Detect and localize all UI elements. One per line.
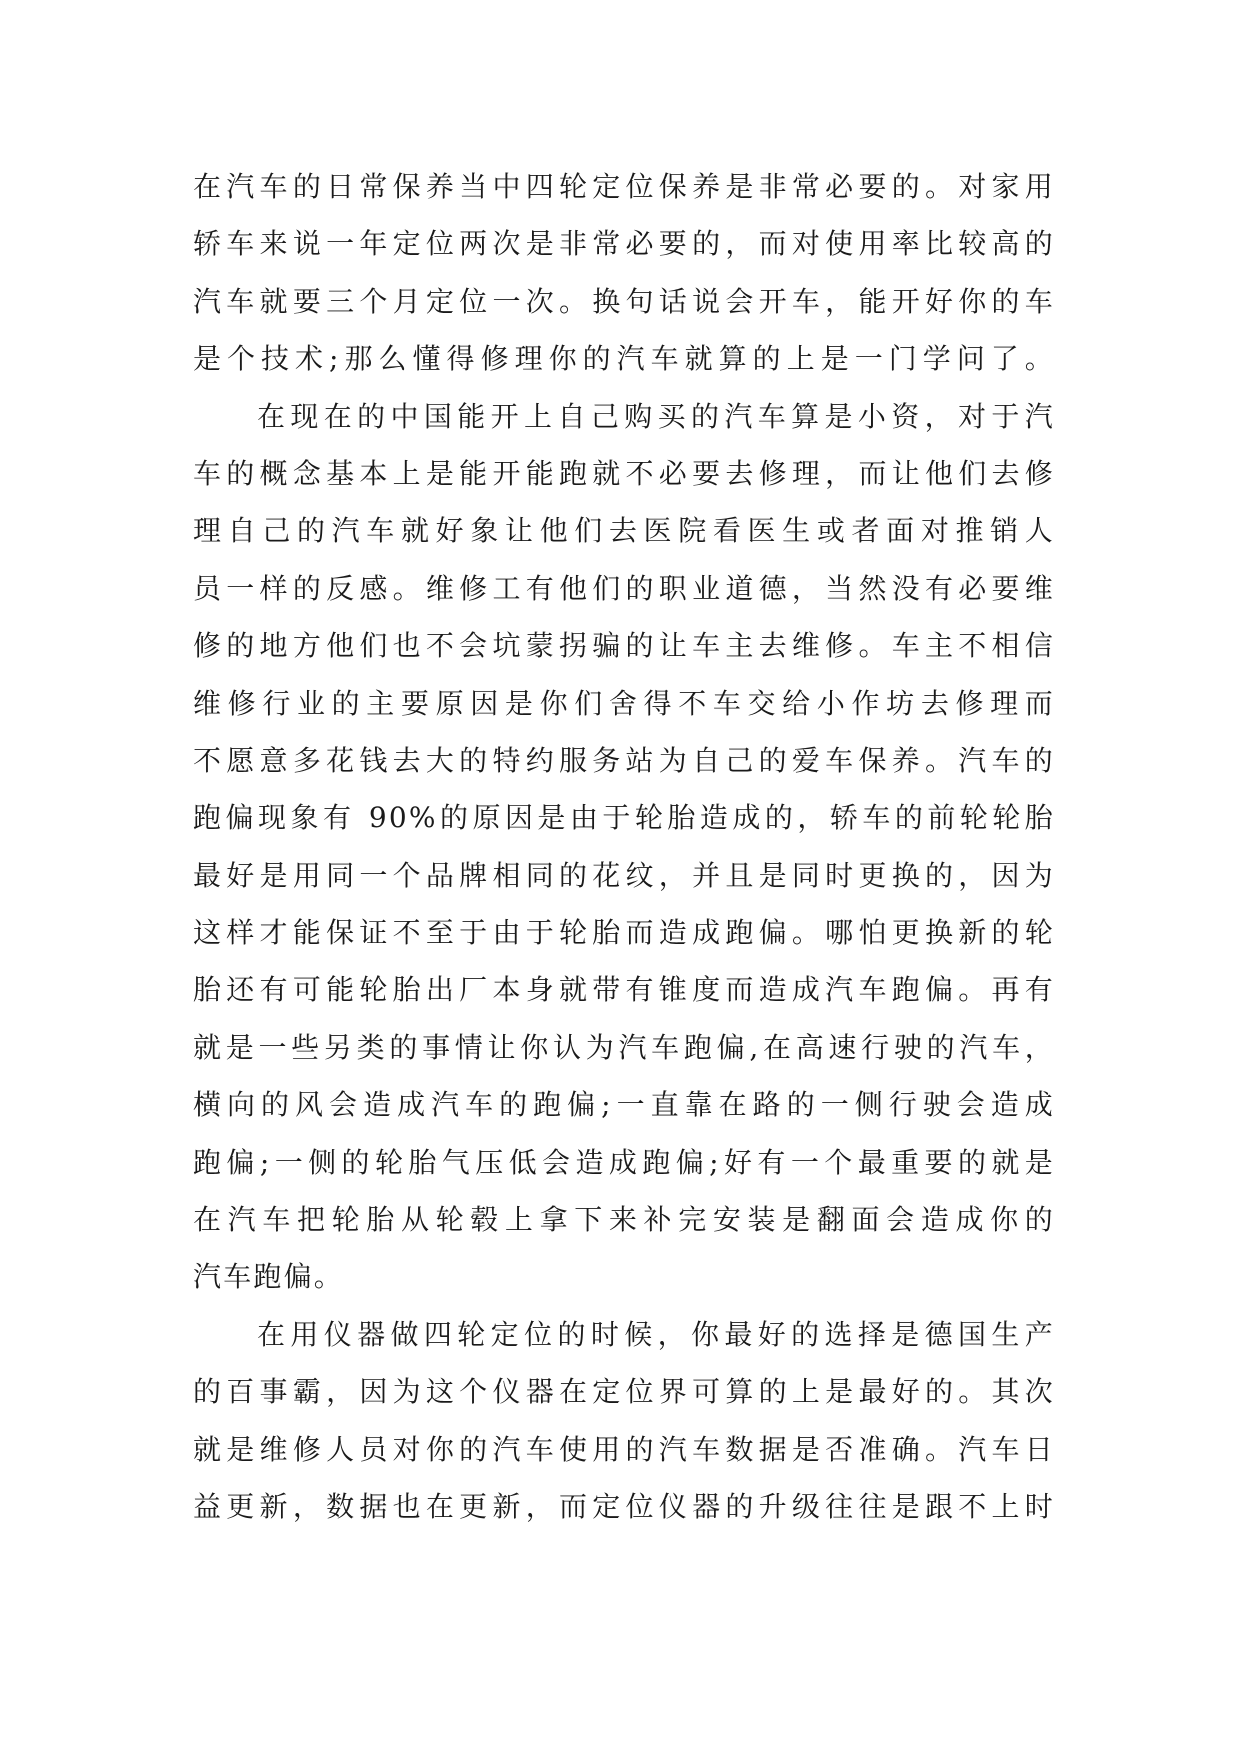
text-line: 益更新，数据也在更新，而定位仪器的升级往往是跟不上时: [193, 1489, 1055, 1523]
text-line: 不愿意多花钱去大的特约服务站为自己的爱车保养。汽车的: [193, 743, 1055, 777]
text-line: 跑偏现象有 90%的原因是由于轮胎造成的，轿车的前轮轮胎: [193, 801, 1055, 835]
text-line: 在用仪器做四轮定位的时候，你最好的选择是德国生产: [257, 1317, 1055, 1351]
text-line: 就是维修人员对你的汽车使用的汽车数据是否准确。汽车日: [193, 1432, 1055, 1466]
text-line: 修的地方他们也不会坑蒙拐骗的让车主去维修。车主不相信: [193, 629, 1055, 663]
text-line: 在汽车的日常保养当中四轮定位保养是非常必要的。对家用: [193, 170, 1055, 203]
text-line: 的百事霸，因为这个仪器在定位界可算的上是最好的。其次: [193, 1375, 1055, 1409]
text-line: 汽车跑偏。: [193, 1260, 345, 1294]
text-line: 汽车就要三个月定位一次。换句话说会开车，能开好你的车: [193, 284, 1055, 318]
text-line: 是个技术;那么懂得修理你的汽车就算的上是一门学问了。: [193, 342, 1055, 376]
text-line: 就是一些另类的事情让你认为汽车跑偏,在高速行驶的汽车，: [193, 1030, 1055, 1064]
text-line: 在汽车把轮胎从轮毂上拿下来补完安装是翻面会造成你的: [193, 1203, 1055, 1237]
text-line: 横向的风会造成汽车的跑偏;一直靠在路的一侧行驶会造成: [193, 1088, 1055, 1122]
paragraph-3: [193, 1306, 1055, 1536]
text-line: 员一样的反感。维修工有他们的职业道德，当然没有必要维: [193, 571, 1055, 605]
text-line: 轿车来说一年定位两次是非常必要的，而对使用率比较高的: [193, 227, 1055, 261]
text-line: 车的概念基本上是能开能跑就不必要去修理，而让他们去修: [193, 456, 1055, 490]
paragraph-1: [193, 158, 1055, 388]
document-body: [193, 158, 1055, 1535]
paragraph-2: [193, 388, 1055, 1306]
text-line: 理自己的汽车就好象让他们去医院看医生或者面对推销人: [193, 514, 1055, 548]
text-line: 胎还有可能轮胎出厂本身就带有锥度而造成汽车跑偏。再有: [193, 973, 1055, 1007]
text-line: 这样才能保证不至于由于轮胎而造成跑偏。哪怕更换新的轮: [193, 916, 1055, 950]
text-line: 维修行业的主要原因是你们舍得不车交给小作坊去修理而: [193, 686, 1055, 720]
text-line: 最好是用同一个品牌相同的花纹，并且是同时更换的，因为: [193, 858, 1055, 892]
text-line: 在现在的中国能开上自己购买的汽车算是小资，对于汽: [257, 399, 1055, 433]
text-line: 跑偏;一侧的轮胎气压低会造成跑偏;好有一个最重要的就是: [193, 1145, 1055, 1179]
